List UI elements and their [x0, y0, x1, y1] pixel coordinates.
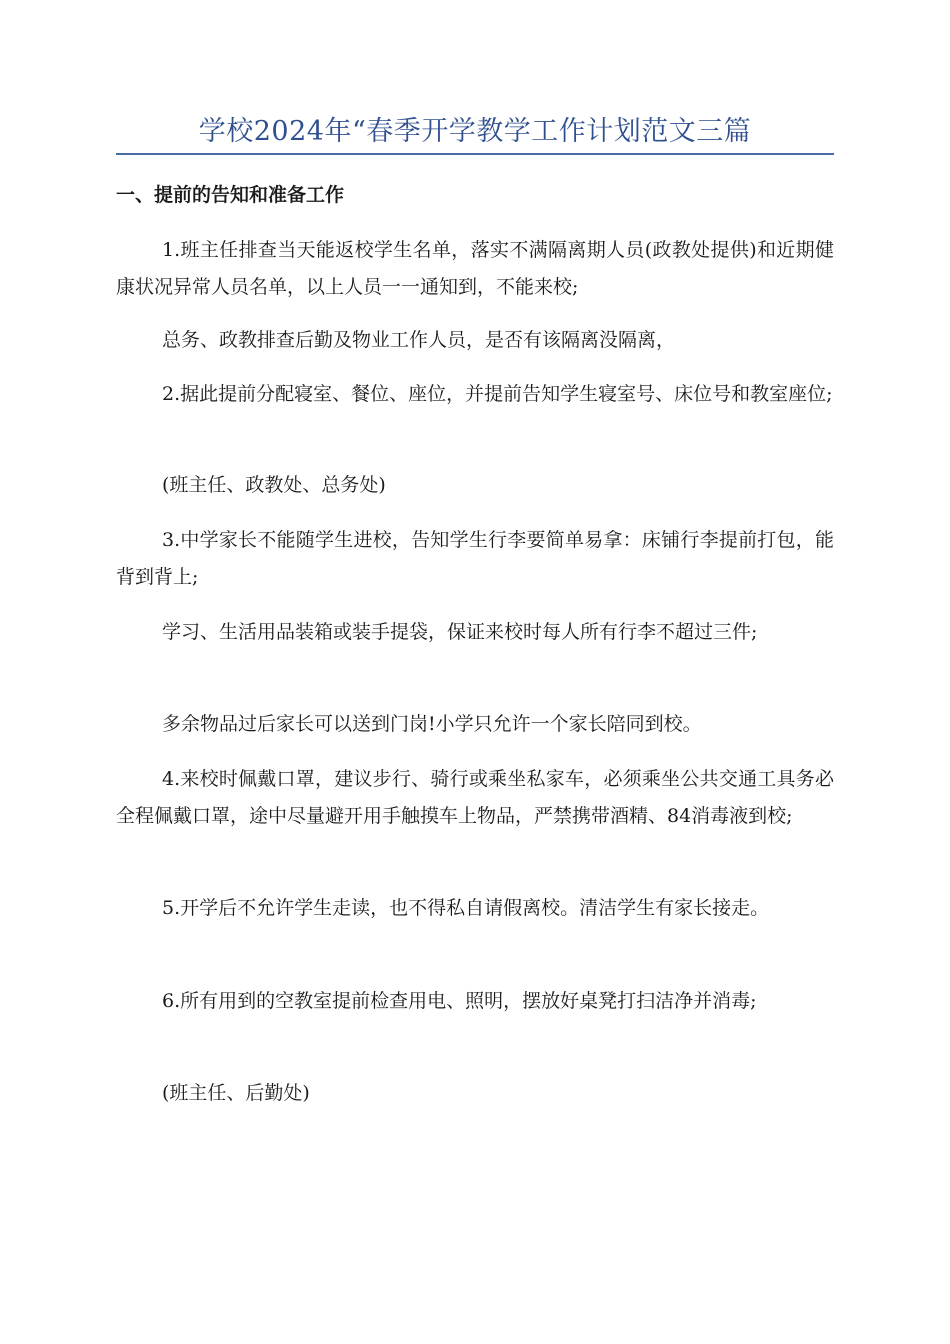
paragraph-6: 学习、生活用品装箱或装手提袋，保证来校时每人所有行李不超过三件; [162, 621, 758, 643]
document-title: 学校2024年“春季开学教学工作计划范文三篇 [198, 116, 752, 147]
paragraph-4: (班主任、政教处、总务处) [162, 474, 386, 496]
title-underline [116, 153, 834, 155]
paragraph-8: 4.来校时佩戴口罩，建议步行、骑行或乘坐私家车，必须乘坐公共交通工具务必全程佩戴口罩，途中尽量避开用手触摸车上物品，严禁携带酒精、84消毒液到校; [116, 768, 834, 827]
paragraph-1: 1.班主任排查当天能返校学生名单，落实不满隔离期人员(政教处提供)和近期健康状况异常人员名单，以上人员一一通知到，不能来校; [116, 239, 834, 298]
paragraph-9: 5.开学后不允许学生走读，也不得私自请假离校。清洁学生有家长接走。 [162, 897, 770, 919]
paragraph-7: 多余物品过后家长可以送到门岗!小学只允许一个家长陪同到校。 [162, 713, 702, 735]
section-heading: 一、提前的告知和准备工作 [116, 184, 345, 206]
paragraph-2: 总务、政教排查后勤及物业工作人员，是否有该隔离没隔离， [162, 329, 676, 351]
paragraph-11: (班主任、后勤处) [162, 1082, 310, 1104]
paragraph-5: 3.中学家长不能随学生进校，告知学生行李要简单易拿：床铺行李提前打包，能背到背上; [116, 529, 834, 588]
paragraph-3: 2.据此提前分配寝室、餐位、座位，并提前告知学生寝室号、床位号和教室座位; [162, 383, 833, 405]
paragraph-10: 6.所有用到的空教室提前检查用电、照明，摆放好桌凳打扫洁净并消毒; [162, 990, 757, 1012]
